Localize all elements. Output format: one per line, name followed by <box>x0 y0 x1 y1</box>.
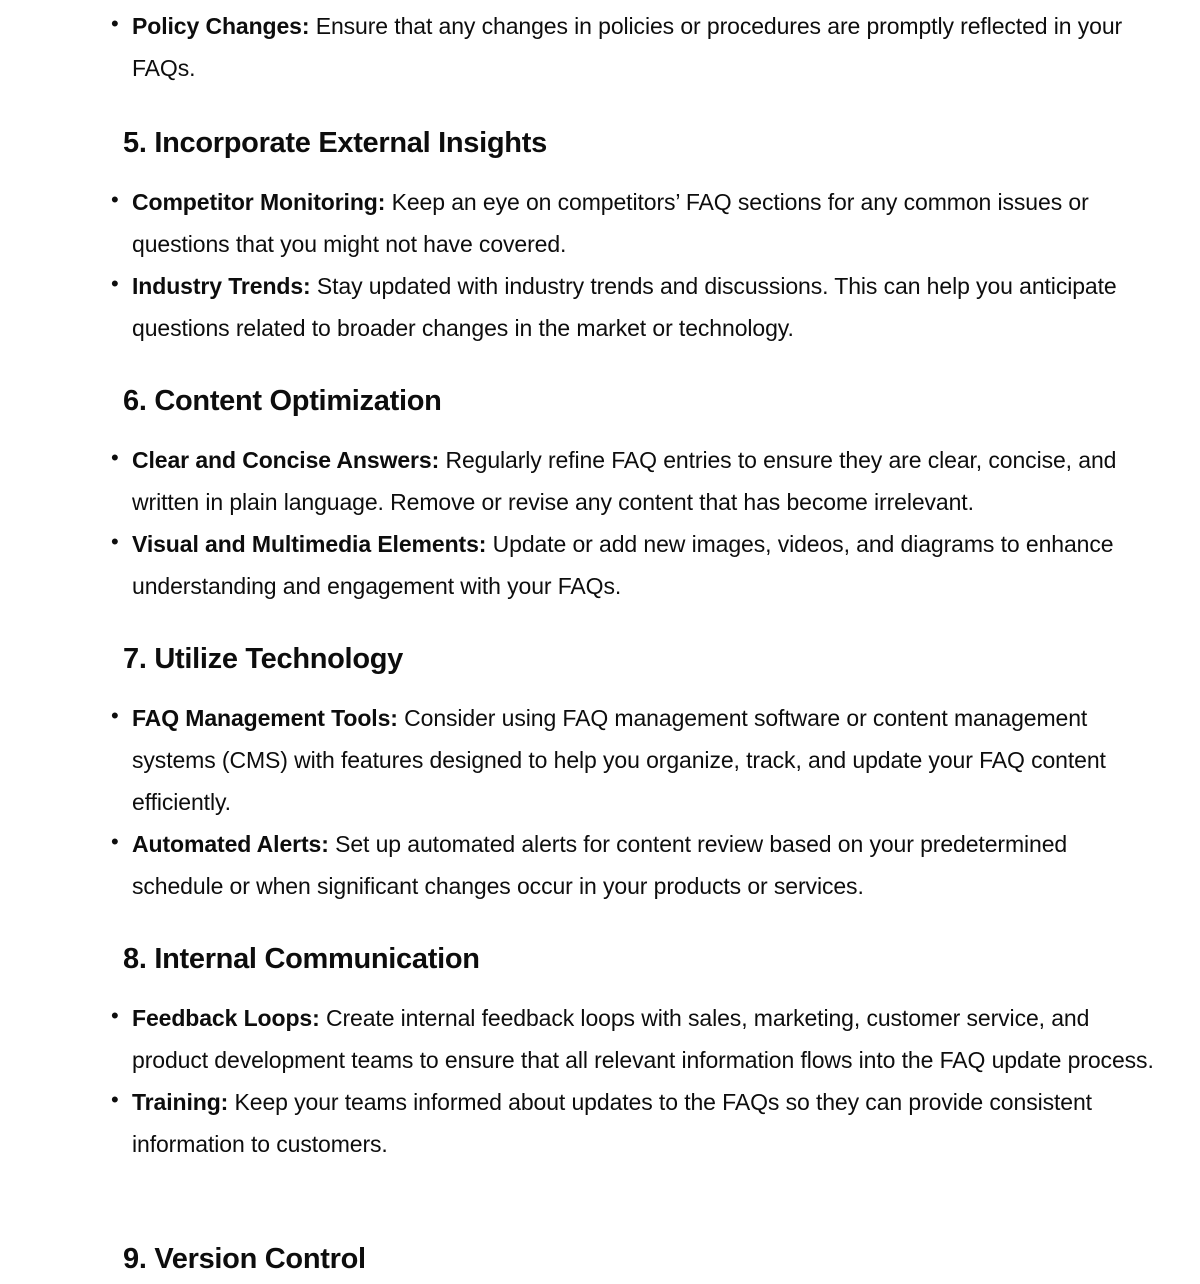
bullet-icon: • <box>111 11 119 36</box>
list-item <box>0 1081 1200 1165</box>
list-item <box>0 823 1200 907</box>
bullet-icon: • <box>111 187 119 212</box>
list-item <box>0 181 1200 265</box>
list-item <box>0 997 1200 1081</box>
item-lead: Visual and Multimedia Elements: <box>132 531 487 557</box>
item-text: Keep your teams informed about updates to the FAQs so they can provide consistent information to customers. <box>132 1089 1092 1157</box>
list-item <box>0 697 1200 823</box>
item-text: Stay updated with industry trends and discussions. This can help you anticipate questions related to broader changes in the market or technology. <box>132 273 1117 341</box>
item-text: Set up automated alerts for content review based on your predetermined schedule or when significant changes occur in your products or services. <box>132 831 1068 899</box>
section-heading: 5. Incorporate External Insights <box>123 127 547 159</box>
section-internal-communication <box>0 941 1200 1165</box>
list-item <box>0 265 1200 349</box>
list-item <box>0 523 1200 607</box>
bullet-icon: • <box>111 1003 119 1028</box>
bullet-icon: • <box>111 829 119 854</box>
item-text: Update or add new images, videos, and diagrams to enhance understanding and engagement with your FAQs. <box>132 531 1114 599</box>
section-heading: 8. Internal Communication <box>123 943 480 975</box>
bullet-icon: • <box>111 529 119 554</box>
list-item <box>0 439 1200 523</box>
bullet-icon: • <box>111 703 119 728</box>
section-utilize-technology <box>0 641 1200 907</box>
item-text: Create internal feedback loops with sales, marketing, customer service, and product development teams to ensure that all relevant information flows into the FAQ update process. <box>132 1005 1154 1073</box>
section-heading: 9. Version Control <box>123 1243 366 1275</box>
section-version-control <box>0 1241 1200 1277</box>
list-item <box>0 5 1200 89</box>
item-lead: FAQ Management Tools: <box>132 705 398 731</box>
item-lead: Training: <box>132 1089 229 1115</box>
item-text: Ensure that any changes in policies or procedures are promptly reflected in your FAQs. <box>132 13 1123 81</box>
bullet-icon: • <box>111 445 119 470</box>
item-lead: Competitor Monitoring: <box>132 189 386 215</box>
item-lead: Policy Changes: <box>132 13 310 39</box>
item-lead: Feedback Loops: <box>132 1005 320 1031</box>
bullet-icon: • <box>111 271 119 296</box>
section-content-optimization <box>0 383 1200 607</box>
section-heading: 6. Content Optimization <box>123 385 442 417</box>
policy-list <box>0 5 1200 89</box>
section-heading: 7. Utilize Technology <box>123 643 403 675</box>
item-text: Keep an eye on competitors’ FAQ sections for any common issues or questions that you might not have covered. <box>132 189 1089 257</box>
item-text: Consider using FAQ management software or content management systems (CMS) with features designed to help you organize, track, and update your FAQ content efficiently. <box>132 705 1106 815</box>
item-lead: Clear and Concise Answers: <box>132 447 440 473</box>
item-text: Regularly refine FAQ entries to ensure they are clear, concise, and written in plain language. Remove or revise any content that has become irrelevant. <box>132 447 1117 515</box>
bullet-icon: • <box>111 1087 119 1112</box>
item-lead: Automated Alerts: <box>132 831 329 857</box>
section-external-insights <box>0 125 1200 349</box>
item-lead: Industry Trends: <box>132 273 311 299</box>
